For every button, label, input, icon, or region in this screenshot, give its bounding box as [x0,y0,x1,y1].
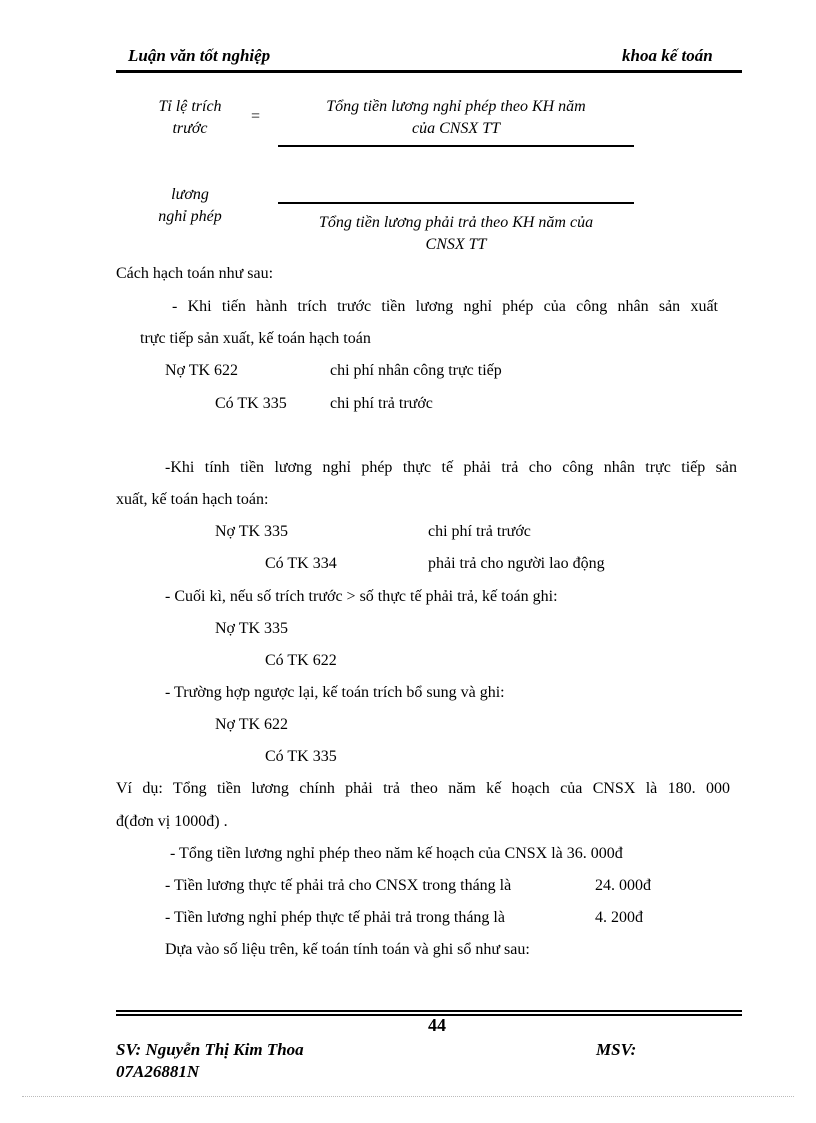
body-line-4-account: Nợ TK 622 [165,362,239,379]
body-line-16: Ví dụ: Tổng tiền lương chính phải trả theo năm kế hoạch của CNSX là 180. 000 [116,780,730,797]
formula-label2-line1: lương [171,186,209,203]
formula-label2-line2: nghỉ phép [158,208,222,225]
body-line-14: Nợ TK 622 [215,716,289,733]
body-line-5-desc: chi phí trả trước [330,395,433,412]
body-line-5-account: Có TK 335 [215,395,287,412]
body-line-20-text: - Tiền lương nghỉ phép thực tế phải trả trong tháng là [165,909,505,926]
body-line-21: Dựa vào số liệu trên, kế toán tính toán và ghi sổ như sau: [165,941,530,958]
formula-label1-line2: trước [172,120,208,137]
body-line-19-amount: 24. 000đ [595,877,651,894]
body-line-17: đ(đơn vị 1000đ) . [116,813,228,830]
formula-rule-top [278,145,634,147]
body-line-8-account: Nợ TK 335 [215,523,289,540]
formula-equals: = [250,108,261,125]
body-line-20-amount: 4. 200đ [595,909,643,926]
formula-denominator-line2: CNSX TT [425,236,487,253]
footer-msv-label: MSV: [596,1040,637,1059]
page-number: 44 [428,1015,446,1035]
body-line-18: - Tổng tiền lương nghỉ phép theo năm kế hoạch của CNSX là 36. 000đ [170,845,623,862]
body-line-10: - Cuối kì, nếu số trích trước > số thực tế phải trả, kế toán ghi: [165,588,558,605]
body-line-1: Cách hạch toán như sau: [116,265,274,282]
body-line-2: - Khi tiến hành trích trước tiền lương nghỉ phép của công nhân sản xuất [172,298,718,315]
body-line-11: Nợ TK 335 [215,620,289,637]
header-rule [116,70,742,73]
body-line-8-desc: chi phí trả trước [428,523,531,540]
body-line-3: trực tiếp sản xuất, kế toán hạch toán [140,330,371,347]
body-line-9-account: Có TK 334 [265,555,337,572]
formula-rule-bottom [278,202,634,204]
body-line-19-text: - Tiền lương thực tế phải trả cho CNSX trong tháng là [165,877,512,894]
body-line-9-desc: phải trả cho người lao động [428,555,605,572]
formula-label1-line1: Tỉ lệ trích [158,98,222,115]
body-line-4-desc: chi phí nhân công trực tiếp [330,362,502,379]
formula-numerator-line2: của CNSX TT [411,120,500,137]
footer-msv-value: 07A26881N [116,1062,200,1081]
body-line-6: -Khi tính tiền lương nghỉ phép thực tế phải trả cho công nhân trực tiếp sản [165,459,737,476]
footer-student: SV: Nguyễn Thị Kim Thoa [116,1040,304,1059]
header-right: khoa kế toán [622,46,713,65]
page-edge-divider [22,1096,794,1097]
body-line-12: Có TK 622 [265,652,337,669]
header-left: Luận văn tốt nghiệp [128,46,271,65]
footer-rule-1 [116,1010,742,1012]
formula-denominator-line1: Tổng tiền lương phải trả theo KH năm của [318,214,594,231]
formula-numerator-line1: Tổng tiền lương nghỉ phép theo KH năm [326,98,586,115]
body-line-15: Có TK 335 [265,748,337,765]
body-line-7: xuất, kế toán hạch toán: [116,491,269,508]
body-line-13: - Trường hợp ngược lại, kế toán trích bổ sung và ghi: [165,684,505,701]
